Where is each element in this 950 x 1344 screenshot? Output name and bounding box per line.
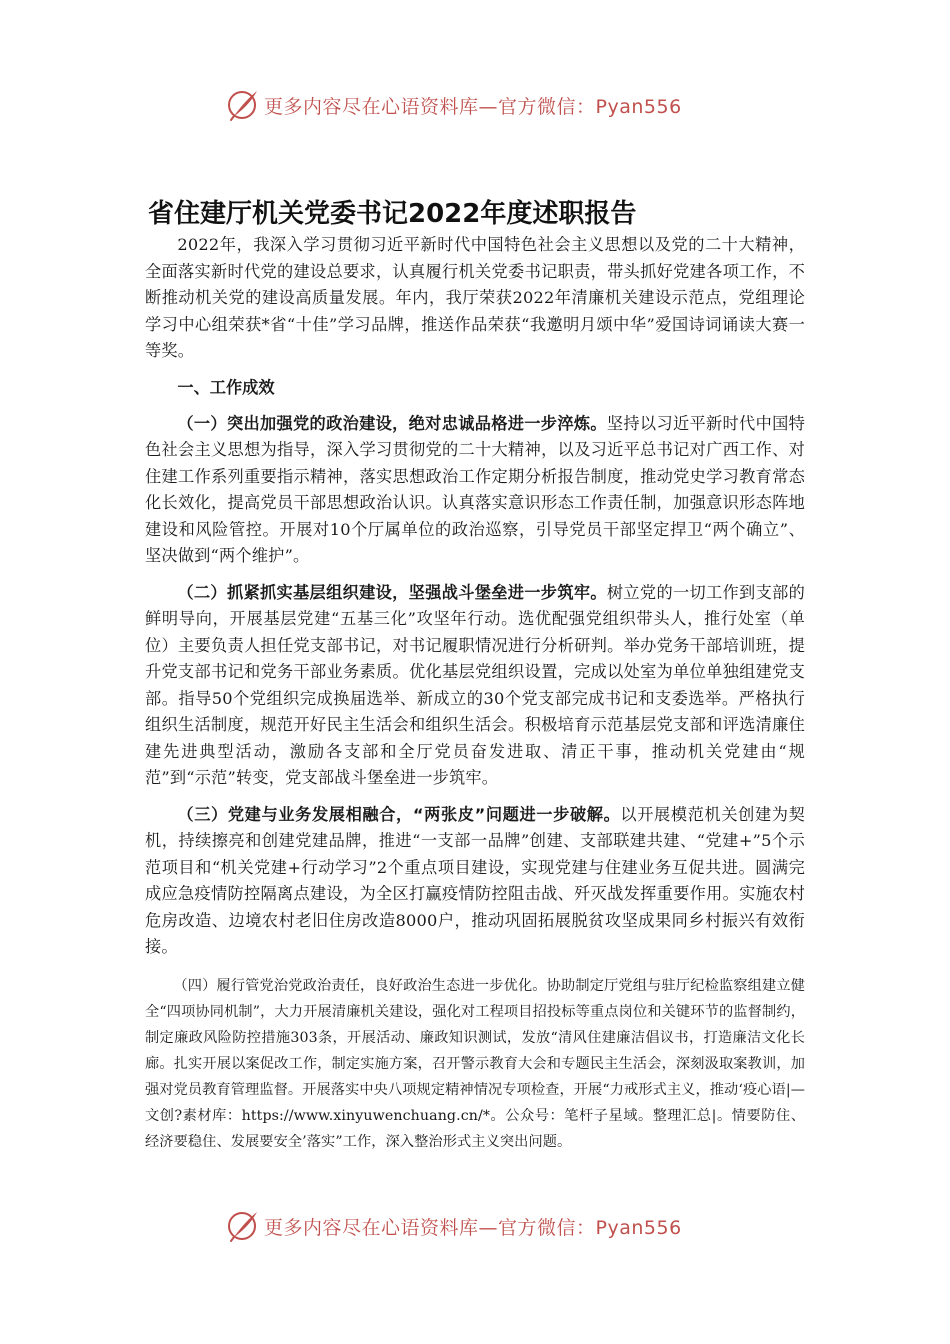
watermark-text: 更多内容尽在心语资料库—官方微信：Pyan556 xyxy=(264,95,682,118)
section-heading: 一、工作成效 xyxy=(177,377,275,397)
item-paragraph-3 xyxy=(145,802,805,961)
quill-logo-icon xyxy=(226,88,260,122)
item-paragraph-4: （四）履行管党治党政治责任，良好政治生态进一步优化。协助制定厅党组与驻厅纪检监察组建立健全“四项协同机制”，大力开展清廉机关建设，强化对工程项目招投标等重点岗位和关键环节的监督制约，制定廉政风险防控措施303条，开展活动、廉政知识测试，发放“清风住建廉洁倡议书，打造廉洁文化长廊。扎实开展以案促改工作，制定实施方案，召开警示教育大会和专题民主生活会，深刻汲取案教训，加强对党员教育管理监督。开展落实中央八项规定精神情况专项检查，开展“力戒形式主义，推动‘疫心语|—文创?素材库：https://www.xinyuwenchuang.cn/*。公众号：笔杆子星域。整理汇总|。情要防住、经济要稳住、发展要安全’落实”工作，深入整治形式主义突出问题。 xyxy=(145,977,805,1150)
quill-logo-icon xyxy=(226,1209,260,1243)
watermark-text: 更多内容尽在心语资料库—官方微信：Pyan556 xyxy=(264,1216,682,1239)
intro-paragraph: 2022年，我深入学习贯彻习近平新时代中国特色社会主义思想以及党的二十大精神，全面落实新时代党的建设总要求，认真履行机关党委书记职责，带头抓好党建各项工作，不断推动机关党的建设高质量发展。年内，我厅荣获2022年清廉机关建设示范点，党组理论学习中心组荣获*省“十佳”学习品牌，推送作品荣获“我邀明月颂中华”爱国诗词诵读大赛一等奖。 xyxy=(145,235,805,360)
item-lead-1: （一）突出加强党的政治建设，绝对忠诚品格进一步淬炼。 xyxy=(177,413,607,433)
item-body-2: 树立党的一切工作到支部的鲜明导向，开展基层党建“五基三化”攻坚年行动。选优配强党组织带头人，推行处室（单位）主要负责人担任党支部书记，对书记履职情况进行分析研判。举办党务干部培训班，提升党支部书记和党务干部业务素质。优化基层党组织设置，完成以处室为单位单独组建党支部。指导50个党组织完成换届选举、新成立的30个党支部完成书记和支委选举。严格执行组织生活制度，规范开好民主生活会和组织生活会。积极培育示范基层党支部和评选清廉住建先进典型活动，激励各支部和全厅党员奋发进取、清正干事，推动机关党建由“规范”到“示范”转变，党支部战斗堡垒进一步筑牢。 xyxy=(145,582,805,787)
item-lead-3: （三）党建与业务发展相融合，“两张皮”问题进一步破解。 xyxy=(177,804,621,824)
item-body-1: 坚持以习近平新时代中国特色社会主义思想为指导，深入学习贯彻党的二十大精神，以及习近平总书记对广西工作、对住建工作系列重要指示精神，落实思想政治工作定期分析报告制度，推动党史学习教育常态化长效化，提高党员干部思想政治认识。认真落实意识形态工作责任制，加强意识形态阵地建设和风险管控。开展对10个厅属单位的政治巡察，引导党员干部坚定捍卫“两个确立”、坚决做到“两个维护”。 xyxy=(145,413,805,565)
header-watermark xyxy=(226,85,682,125)
document-title: 省住建厅机关党委书记2022年度述职报告 xyxy=(148,199,637,230)
item-lead-2: （二）抓紧抓实基层组织建设，坚强战斗堡垒进一步筑牢。 xyxy=(177,582,607,602)
item-body-3: 以开展模范机关创建为契机，持续擦亮和创建党建品牌，推进“一支部一品牌”创建、支部联建共建、“党建+”5个示范项目和“机关党建+行动学习”2个重点项目建设，实现党建与住建业务互促共进。圆满完成应急疫情防控隔离点建设，为全区打赢疫情防控阻击战、歼灭战发挥重要作用。实施农村危房改造、边境农村老旧住房改造8000户，推动巩固拓展脱贫攻坚成果同乡村振兴有效衔接。 xyxy=(145,804,805,956)
footer-watermark xyxy=(226,1206,682,1246)
item-paragraph-1 xyxy=(145,411,805,570)
item-paragraph-2 xyxy=(145,580,805,792)
document-body xyxy=(145,232,805,1155)
